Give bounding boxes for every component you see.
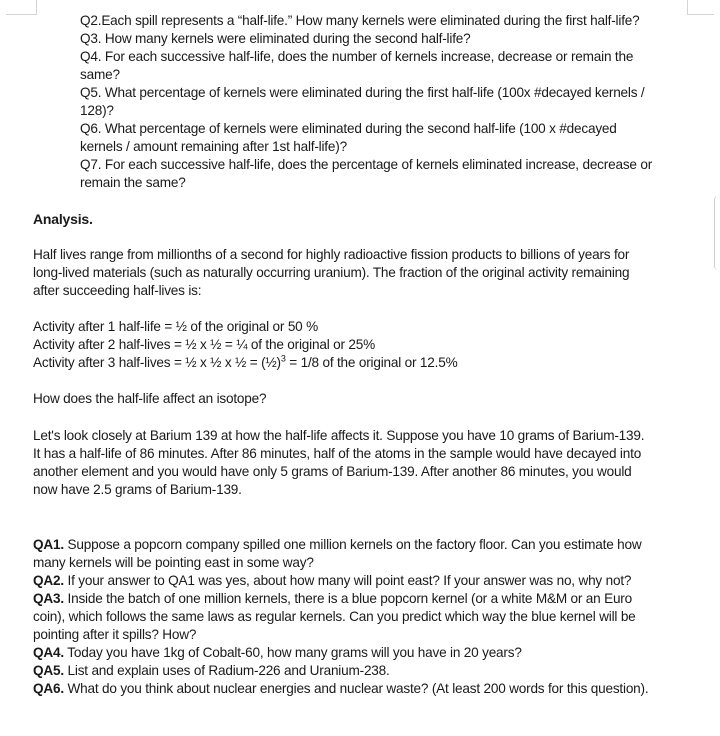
question-label: Q4. — [80, 49, 102, 64]
exponent: 3 — [280, 353, 286, 364]
qa-item-5 — [33, 662, 653, 680]
question-text: For each successive half-life, does the percentage of kernels eliminated increase, decrease or remain the same? — [80, 157, 653, 190]
qa-item-3 — [33, 590, 653, 644]
question-q6 — [33, 120, 653, 156]
qa-text: Today you have 1kg of Cobalt-60, how many grams will you have in 20 years? — [63, 645, 522, 660]
qa-label: QA1. — [33, 537, 64, 552]
question-q4 — [33, 48, 653, 84]
qa-text: What do you think about nuclear energies and nuclear waste? (At least 200 words for this question). — [63, 681, 649, 696]
activity-line-1: Activity after 1 half-life = ½ of the original or 50 % — [33, 319, 319, 334]
page-corner-right — [687, 0, 714, 15]
question-text: Each spill represents a “half-life.” How many kernels were eliminated during the first half-life? — [101, 13, 640, 28]
half-life-question: How does the half-life affect an isotope? — [33, 391, 267, 406]
qa-item-2 — [33, 572, 653, 590]
qa-text: List and explain uses of Radium-226 and Uranium-238. — [63, 663, 390, 678]
qa-label: QA5. — [33, 663, 64, 678]
question-label: Q5. — [80, 85, 102, 100]
question-list — [33, 12, 653, 192]
qa-text: Inside the batch of one million kernels, there is a blue popcorn kernel (or a white M&M or an Euro coin), which follows the same laws as regular kernels. Can you predict which way the blue kernel will be pointing after it spills? How? — [33, 591, 636, 642]
question-label: Q7. — [80, 157, 102, 172]
question-q5 — [33, 84, 653, 120]
qa-label: QA3. — [33, 591, 64, 606]
qa-item-1 — [33, 536, 653, 572]
barium-paragraph: Let's look closely at Barium 139 at how the half-life affects it. Suppose you have 10 grams of Barium-139. It has a half-life of 86 minutes. After 86 minutes, half of the atoms in the sample would have decayed into another element and you would have only 5 grams of Barium-139. After another 86 minutes, you would now have 2.5 grams of Barium-139. — [33, 428, 645, 497]
qa-label: QA6. — [33, 681, 64, 696]
activity-line-2: Activity after 2 half-lives = ½ x ½ = ¼ of the original or 25% — [33, 337, 375, 352]
qa-text: Suppose a popcorn company spilled one million kernels on the factory floor. Can you estimate how many kernels will be pointing east in some way? — [33, 537, 642, 570]
question-q3 — [33, 30, 653, 48]
activity-line-3 — [33, 354, 653, 372]
qa-item-4 — [33, 644, 653, 662]
document-body — [33, 12, 653, 698]
question-label: Q2. — [80, 13, 102, 28]
question-q2 — [33, 12, 653, 30]
question-text: How many kernels were eliminated during the second half-life? — [101, 31, 471, 46]
qa-label: QA2. — [33, 573, 64, 588]
question-text: What percentage of kernels were eliminated during the second half-life (100 x #decayed kernels / amount remaining after 1st half-life)? — [80, 121, 617, 154]
activity-line-3-tail: = 1/8 of the original or 12.5% — [285, 355, 458, 370]
scroll-edge[interactable] — [714, 196, 720, 270]
question-text: What percentage of kernels were eliminated during the first half-life (100x #decayed kernels / 128)? — [80, 85, 645, 118]
activity-line-3-text: Activity after 3 half-lives = ½ x ½ x ½ = (½) — [33, 355, 281, 370]
qa-text: If your answer to QA1 was yes, about how many will point east? If your answer was no, why not? — [63, 573, 632, 588]
analysis-intro: Half lives range from millionths of a second for highly radioactive fission products to billions of years for long-lived materials (such as naturally occurring uranium). The fraction of the original activity remaining after succeeding half-lives is: — [33, 247, 630, 298]
analysis-heading: Analysis. — [33, 211, 93, 227]
activity-list — [33, 318, 653, 372]
question-label: Q6. — [80, 121, 102, 136]
qa-list — [33, 536, 653, 698]
question-q7 — [33, 156, 653, 192]
question-text: For each successive half-life, does the number of kernels increase, decrease or remain the same? — [80, 49, 634, 82]
qa-label: QA4. — [33, 645, 64, 660]
qa-item-6 — [33, 680, 653, 698]
question-label: Q3. — [80, 31, 102, 46]
